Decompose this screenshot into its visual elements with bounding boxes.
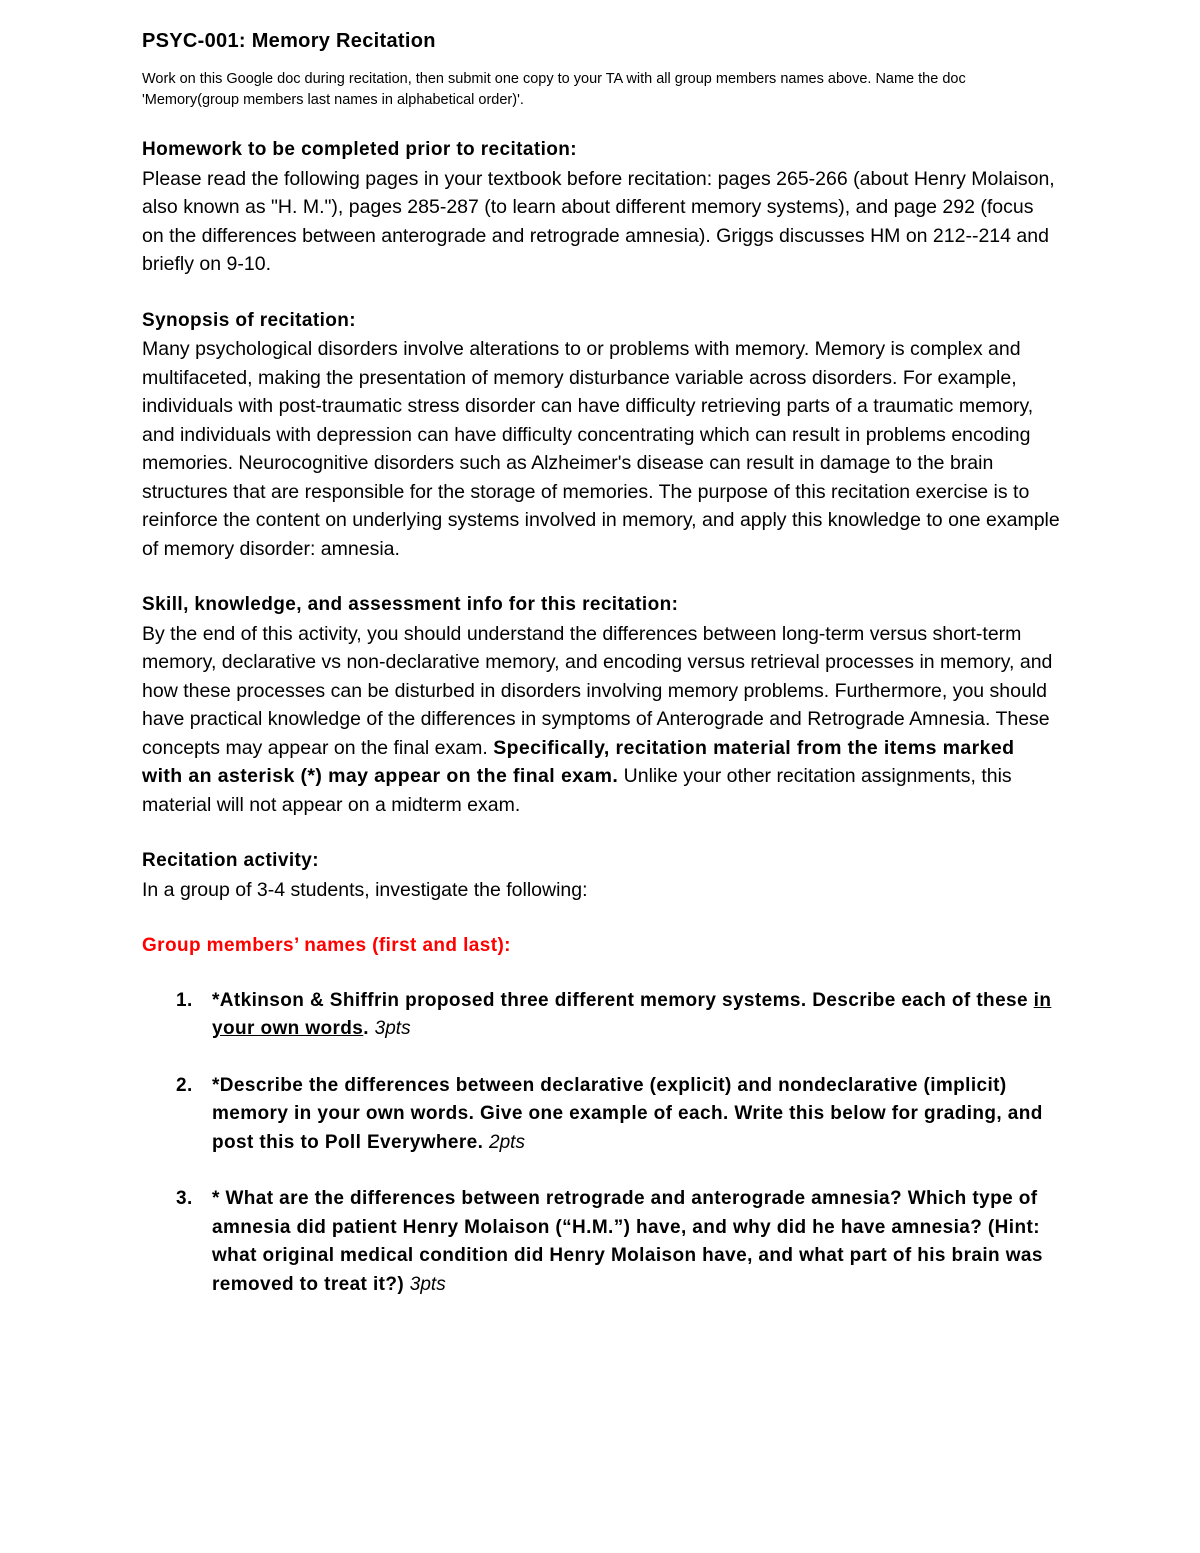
- activity-heading: Recitation activity:: [142, 850, 319, 871]
- homework-section: [142, 136, 1060, 279]
- question-number: 2.: [176, 1074, 193, 1096]
- question-list: [142, 987, 1060, 1300]
- question-text-end: .: [363, 1018, 369, 1039]
- document-title: PSYC-001: Memory Recitation: [142, 30, 436, 52]
- question-item: [142, 1185, 1060, 1299]
- question-number: 3.: [176, 1188, 193, 1209]
- question-points: 3pts: [374, 1018, 411, 1039]
- question-points: 2pts: [489, 1131, 525, 1153]
- intro-instructions: Work on this Google doc during recitation, then submit one copy to your TA with all group members names above. Name the doc 'Memory(group members last names in alphabetical order)'.: [142, 71, 966, 108]
- question-number: 1.: [176, 989, 193, 1011]
- synopsis-body: Many psychological disorders involve alterations to or problems with memory. Memory is complex and multifaceted, making the presentation of memory disturbance variable across disorders. For example, individuals with post-traumatic stress disorder can have difficulty retrieving parts of a traumatic memory, and individuals with depression can have difficulty concentrating which can result in problems encoding memories. Neurocognitive disorders such as Alzheimer's disease can result in damage to the brain structures that are responsible for the storage of memories. The purpose of this recitation exercise is to reinforce the content on underlying systems involved in memory, and apply this knowledge to one example of memory disorder: amnesia.: [142, 338, 1060, 560]
- group-members-label: Group members’ names (first and last):: [142, 935, 511, 956]
- synopsis-heading: Synopsis of recitation:: [142, 309, 357, 331]
- question-text: * What are the differences between retrograde and anterograde amnesia? Which type of amnesia did patient Henry Molaison (“H.M.”) have, and why did he have amnesia? (Hint: what original medical condition did Henry Molaison have, and what part of his brain was removed to treat it?): [212, 1188, 1043, 1295]
- synopsis-section: [142, 307, 1060, 564]
- skills-body-tail: Unlike your other recitation assignments, this material will not appear on a midterm exam.: [142, 765, 1012, 816]
- activity-section: [142, 847, 1060, 904]
- question-text: *Atkinson & Shiffrin proposed three different memory systems. Describe each of these: [212, 989, 1034, 1011]
- skills-exam-note: Specifically, recitation material from the items marked with an asterisk (*) may appear on the final exam.: [142, 736, 1015, 787]
- skills-body-text: By the end of this activity, you should understand the differences between long-term versus short-term memory, declarative vs non-declarative memory, and encoding versus retrieval processes in memory, and how these processes can be disturbed in disorders involving memory problems. Furthermore, you should have practical knowledge of the differences in symptoms of Anterograde and Retrograde Amnesia. These concepts may appear on the final exam.: [142, 622, 1053, 759]
- skills-section: [142, 591, 1060, 819]
- question-item: [142, 1072, 1060, 1158]
- skills-heading: Skill, knowledge, and assessment info for this recitation:: [142, 594, 679, 615]
- homework-body: Please read the following pages in your textbook before recitation: pages 265-266 (about Henry Molaison, also known as "H. M."), pages 285-287 (to learn about different memory systems), and page 292 (focus on the differences between anterograde and retrograde amnesia). Griggs discusses HM on 212--214 and briefly on 9-10.: [142, 167, 1055, 275]
- skills-body: [142, 620, 1060, 820]
- question-item: [142, 987, 1060, 1044]
- question-emphasis: in your own words: [212, 989, 1052, 1039]
- question-points: 3pts: [409, 1273, 446, 1295]
- homework-heading: Homework to be completed prior to recitation:: [142, 139, 577, 160]
- question-text: *Describe the differences between declarative (explicit) and nondeclarative (implicit) memory in your own words. Give one example of each. Write this below for grading, and post this to Poll Everywhere.: [212, 1074, 1043, 1153]
- activity-body: In a group of 3-4 students, investigate the following:: [142, 878, 588, 901]
